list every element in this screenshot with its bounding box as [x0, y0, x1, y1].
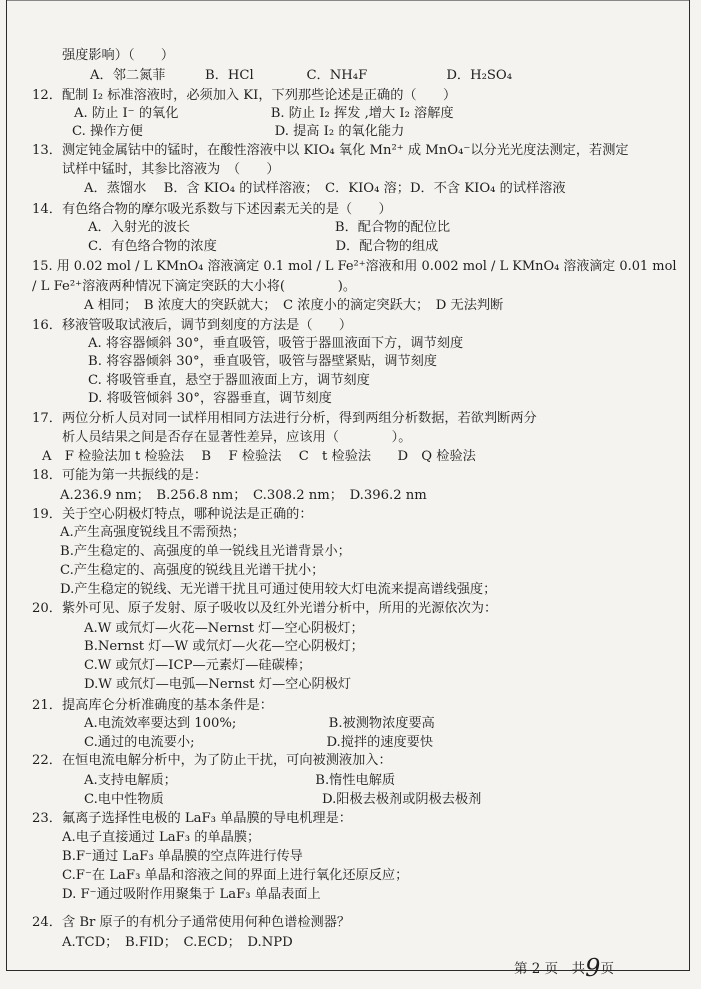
text-line: 18．可能为第一共振线的是：: [32, 468, 208, 483]
text-line: D. F⁻通过吸附作用聚集于 LaF₃ 单晶表面上: [62, 887, 321, 902]
text-line: C.通过的电流要小; D.搅拌的速度要快: [84, 735, 434, 750]
footer-total-pages: 9: [585, 954, 601, 982]
text-line: C. 操作方便 D. 提高 I₂ 的氧化能力: [72, 124, 405, 139]
text-line: A.W 或氘灯—火花—Nernst 灯—空心阴极灯；: [84, 621, 364, 636]
text-line: A．蒸馏水 B．含 KIO₄ 的试样溶液； C．KIO₄ 溶；D．不含 KIO₄ 的试样溶液: [84, 181, 566, 196]
text-line: 23．氟离子选择性电极的 LaF₃ 单晶膜的导电机理是：: [32, 811, 352, 826]
footer-suffix: 页: [600, 961, 614, 977]
text-line: C．有色络合物的浓度 D．配合物的组成: [88, 239, 439, 254]
text-line: 17．两位分析人员对同一试样用相同方法进行分析，得到两组分析数据，若欲判断两分: [32, 411, 537, 426]
text-line: A.TCD； B.FID； C.ECD； D.NPD: [62, 935, 293, 950]
text-line: B. 将容器倾斜 30°，垂直吸管，吸管与器壁紧贴，调节刻度: [88, 354, 437, 369]
text-line: C.电中性物质 D.阳极去极剂或阴极去极剂: [84, 792, 482, 807]
text-line: A.电流效率要达到 100%; B.被测物浓度要高: [84, 716, 435, 731]
text-line: A.电子直接通过 LaF₃ 的单晶膜；: [62, 830, 261, 845]
text-line: 试样中锰时，其参比溶液为 （ ）: [62, 162, 280, 177]
text-line: C. 将吸管垂直，悬空于器皿液面上方，调节刻度: [88, 373, 370, 388]
footer-page-label: 第 2 页 共: [514, 961, 586, 977]
text-line: 析人员结果之间是否存在显著性差异，应该用（ ）。: [62, 430, 412, 445]
text-line: A 相同； B 浓度大的突跃就大； C 浓度小的滴定突跃大； D 无法判断: [84, 298, 504, 313]
text-line: 13．测定钝金属钴中的锰时，在酸性溶液中以 KIO₄ 氧化 Mn²⁺ 成 MnO₄⁻以分光光度法测定，若测定: [32, 143, 629, 158]
text-line: 12．配制 I₂ 标准溶液时，必须加入 KI，下列那些论述是正确的（ ）: [32, 88, 457, 103]
page-footer: [514, 954, 614, 982]
text-line: A. 将容器倾斜 30°，垂直吸管，吸管于器皿液面下方，调节刻度: [88, 336, 464, 351]
text-line: 16．移液管吸取试液后，调节到刻度的方法是（ ）: [32, 318, 353, 333]
text-line: A.支持电解质； B.惰性电解质: [84, 773, 396, 788]
text-line: 20．紫外可见、原子发射、原子吸收以及红外光谱分析中，所用的光源依次为：: [32, 601, 498, 616]
text-line: D.产生稳定的锐线、无光谱干扰且可通过使用较大灯电流来提高谱线强度；: [60, 582, 497, 597]
text-line: D. 将吸管倾斜 30°，容器垂直，调节刻度: [88, 391, 332, 406]
text-line: 15. 用 0.02 mol / L KMnO₄ 溶液滴定 0.1 mol / L Fe²⁺溶液和用 0.002 mol / L KMnO₄ 溶液滴定 0.01 mol: [32, 259, 677, 274]
text-line: 22．在恒电流电解分析中，为了防止干扰，可向被测液加入：: [32, 753, 392, 768]
text-line: B.F⁻通过 LaF₃ 单晶膜的空点阵进行传导: [62, 849, 303, 864]
text-line: 强度影响）（ ）: [62, 48, 175, 63]
text-line: 19．关于空心阴极灯特点，哪种说法是正确的：: [32, 507, 313, 522]
text-line: A. 防止 I⁻ 的氧化 B. 防止 I₂ 挥发 ,增大 I₂ 溶解度: [74, 106, 454, 121]
text-line: A．邻二氮菲 B．HCl C．NH₄F D．H₂SO₄: [90, 68, 513, 83]
text-line: B.产生稳定的、高强度的单一锐线且光谱背景小；: [60, 544, 351, 559]
text-line: A.产生高强度锐线且不需预热；: [60, 525, 246, 540]
text-line: 21．提高库仑分析准确度的基本条件是：: [32, 698, 273, 713]
text-line: 14．有色络合物的摩尔吸光系数与下述因素无关的是（ ）: [32, 202, 392, 217]
text-line: A．入射光的波长 B．配合物的配位比: [88, 220, 451, 235]
text-line: 24．含 Br 原子的有机分子通常使用何种色谱检测器？: [32, 915, 351, 930]
text-line: / L Fe²⁺溶液两种情况下滴定突跃的大小将( )。: [32, 279, 357, 294]
text-line: A.236.9 nm； B.256.8 nm； C.308.2 nm； D.396.2 nm: [60, 488, 427, 503]
text-line: D.W 或氘灯—电弧—Nernst 灯—空心阴极灯: [84, 677, 352, 692]
text-line: C.产生稳定的、高强度的锐线且光谱干扰小；: [60, 563, 325, 578]
text-line: C.F⁻在 LaF₃ 单晶和溶液之间的界面上进行氧化还原反应；: [62, 868, 409, 883]
text-line: B.Nernst 灯—W 或氘灯—火花—空心阴极灯；: [84, 639, 364, 654]
text-line: C.W 或氘灯—ICP—元素灯—硅碳棒；: [84, 658, 312, 673]
text-line: A F 检验法加 t 检验法 B F 检验法 C t 检验法 D Q 检验法: [42, 449, 476, 464]
